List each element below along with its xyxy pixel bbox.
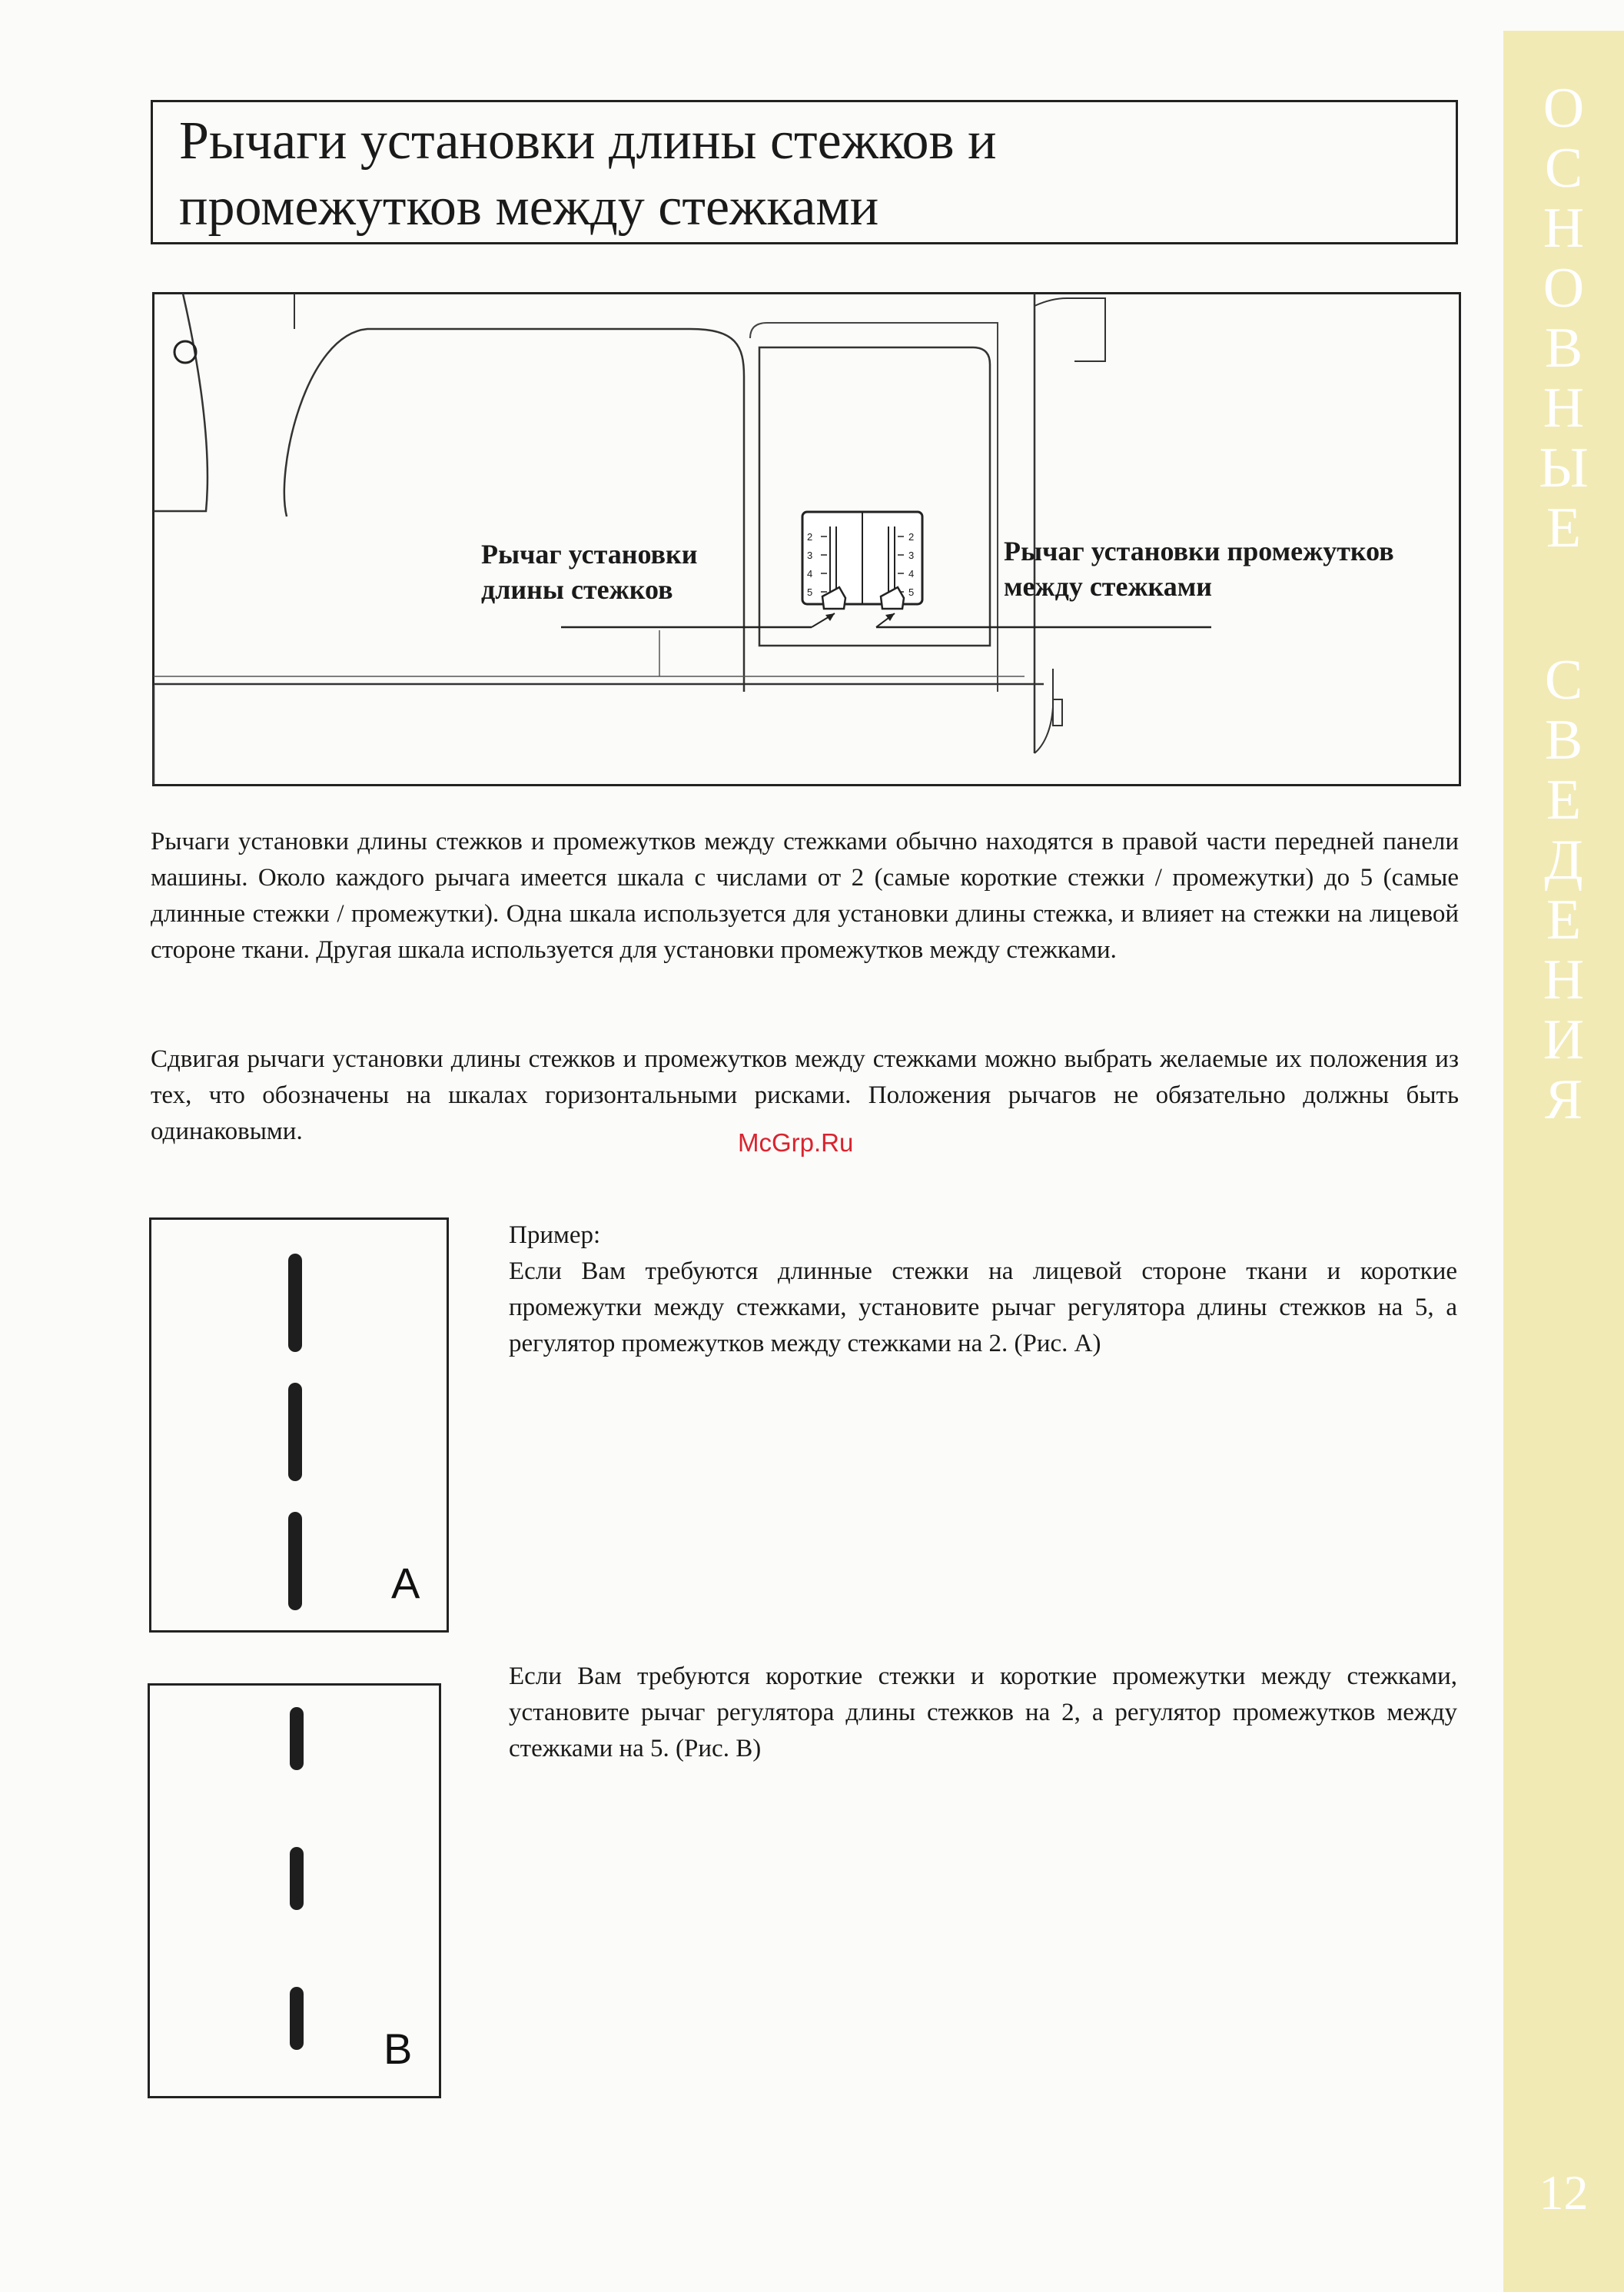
stitch-mark — [288, 1383, 302, 1481]
section-side-tab — [1503, 31, 1624, 2292]
side-letter: Е — [1546, 769, 1582, 832]
side-letter: В — [1544, 709, 1583, 772]
stitch-mark — [290, 1707, 304, 1770]
example-a-heading: Пример: — [509, 1221, 601, 1249]
stitch-length-lever-label: Рычаг установки длины стежков — [481, 539, 698, 605]
scale-number: 4 — [807, 568, 813, 580]
figure-b — [148, 1683, 441, 2098]
gap-scale-numbers — [908, 528, 914, 602]
example-a-text: Если Вам требуются длинные стежки на лицевой стороне ткани и короткие промежутки между стежками, установите рычаг регулятора длины стежков на 5, а регулятор промежутков между стежками на 2. (Рис. А) — [509, 1257, 1457, 1357]
page-number: 12 — [1539, 2165, 1589, 2220]
stitch-mark — [290, 1987, 304, 2050]
figure-b-letter: B — [384, 2025, 413, 2073]
side-letter: Н — [1543, 377, 1585, 440]
side-letter: Ы — [1539, 437, 1589, 500]
machine-illustration — [152, 292, 1463, 788]
side-letter: В — [1544, 317, 1583, 380]
stitch-mark — [288, 1512, 302, 1610]
scale-number: 5 — [908, 586, 915, 598]
side-letter: С — [1544, 137, 1583, 200]
side-letter: С — [1544, 649, 1583, 712]
scale-number: 5 — [807, 586, 813, 598]
title-box — [151, 100, 1458, 244]
scale-number: 2 — [807, 531, 813, 543]
side-letter: Я — [1544, 1068, 1583, 1131]
scale-number: 4 — [908, 568, 915, 580]
stitch-mark — [288, 1254, 302, 1352]
side-letter: И — [1543, 1008, 1585, 1071]
page-title: Рычаги установки длины стежков и промежутков между стежками — [179, 111, 997, 237]
scale-number: 3 — [807, 550, 813, 561]
side-letter: Н — [1543, 948, 1585, 1011]
side-letter: Е — [1546, 889, 1582, 952]
scale-number: 2 — [908, 531, 915, 543]
side-letter: О — [1543, 77, 1585, 140]
side-letter: О — [1543, 257, 1585, 320]
figure-a-letter: A — [391, 1559, 420, 1607]
side-letter: Е — [1546, 497, 1582, 560]
paragraph-intro: Рычаги установки длины стежков и промежутков между стежками обычно находятся в правой части передней панели машины. Около каждого рычага имеется шкала с числами от 2 (самые короткие стежки / промежутки) до 5 (самые длинные стежки / промежутки). Одна шкала используется для установки длины стежка, и влияет на стежки на лицевой стороне ткани. Другая шкала используется для установки промежутков между стежками. — [151, 828, 1459, 964]
stitch-mark — [290, 1847, 304, 1910]
watermark: McGrp.Ru — [738, 1128, 854, 1157]
example-b-text: Если Вам требуются короткие стежки и короткие промежутки между стежками, установите рычаг регулятора длины стежков на 2, а регулятор промежутков между стежками на 5. (Рис. В) — [509, 1663, 1457, 1762]
section-name-vertical — [1503, 78, 1624, 1130]
stitch-gap-lever-label: Рычаг установки промежутков между стежками — [1004, 536, 1394, 602]
scale-number: 3 — [908, 550, 915, 561]
side-letter: Н — [1543, 197, 1585, 260]
length-scale-numbers — [807, 528, 812, 602]
side-letter: Д — [1544, 829, 1583, 892]
figure-a — [149, 1217, 449, 1633]
paragraph-adjust: Сдвигая рычаги установки длины стежков и промежутков между стежками можно выбрать желаемые их положения из тех, что обозначены на шкалах горизонтальными рисками. Положения рычагов не обязательно должны быть одинаковыми. — [151, 1045, 1459, 1145]
